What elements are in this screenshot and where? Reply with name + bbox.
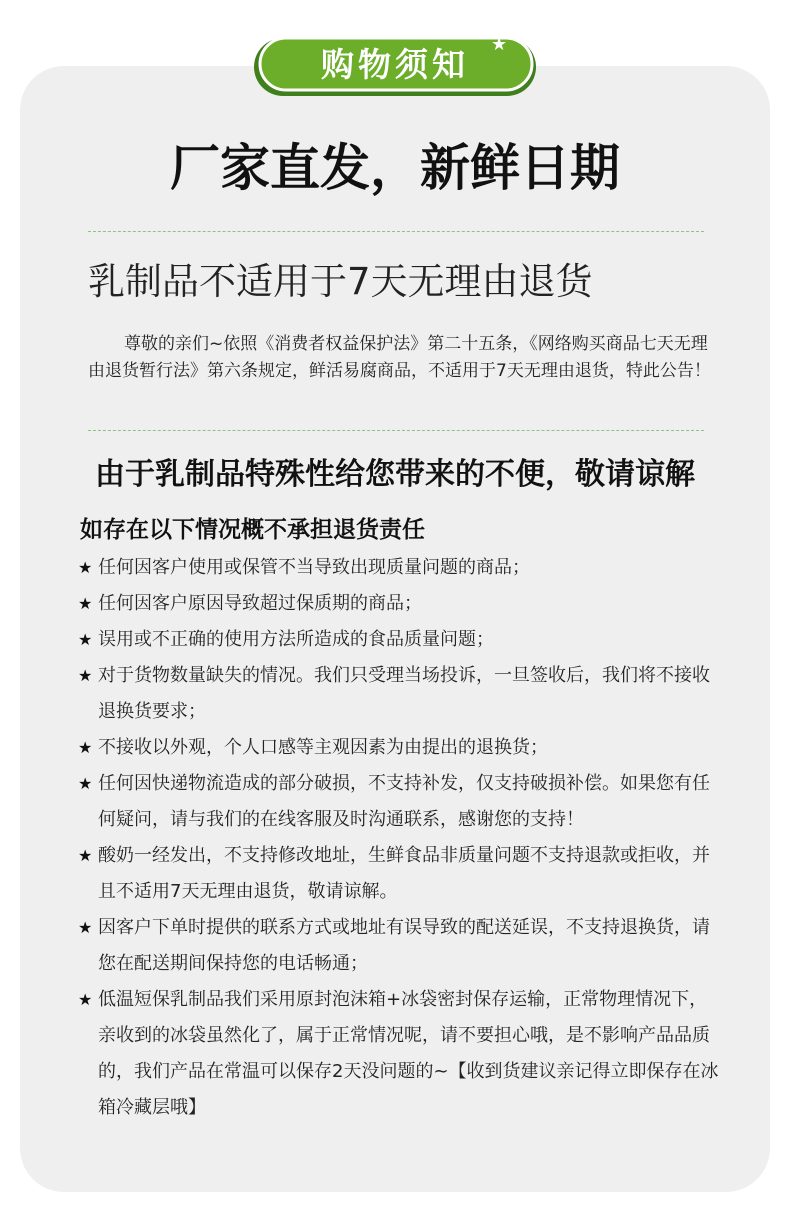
rule-text: 任何因客户使用或保管不当导致出现质量问题的商品； [98, 557, 530, 578]
star-bullet-icon: ★ [78, 990, 93, 1009]
apology-heading: 由于乳制品特殊性给您带来的不便，敬请谅解 [95, 457, 695, 492]
list-item [78, 658, 723, 730]
star-bullet-icon: ★ [78, 774, 93, 793]
divider-bottom [88, 430, 704, 431]
list-item [78, 766, 723, 838]
rule-text: 因客户下单时提供的联系方式或地址有误导致的配送延误，不支持退换货，请您在配送期间保持您的电话畅通； [98, 917, 710, 974]
list-item [78, 550, 723, 586]
list-item [78, 586, 723, 622]
star-bullet-icon: ★ [78, 846, 93, 865]
no-return-heading: 如存在以下情况概不承担退货责任 [80, 517, 425, 543]
notice-paragraph: 尊敬的亲们~依照《消费者权益保护法》第二十五条，《网络购买商品七天无理由退货暂行法》第六条规定，鲜活易腐商品，不适用于7天无理由退货，特此公告！ [88, 334, 711, 381]
badge-label: 购物须知 [321, 45, 469, 84]
subheadline: 乳制品不适用于7天无理由退货 [88, 260, 593, 303]
star-bullet-icon: ★ [78, 738, 93, 757]
page-title: 厂家直发，新鲜日期 [170, 139, 620, 197]
star-bullet-icon: ★ [78, 666, 93, 685]
rule-text: 对于货物数量缺失的情况。我们只受理当场投诉，一旦签收后，我们将不接收退换货要求； [98, 665, 710, 722]
star-bullet-icon: ★ [78, 918, 93, 937]
rule-text: 误用或不正确的使用方法所造成的食品质量问题； [98, 629, 494, 650]
star-icon: ★ [491, 34, 508, 55]
star-bullet-icon: ★ [78, 594, 93, 613]
rule-text: 任何因快递物流造成的部分破损，不支持补发，仅支持破损补偿。如果您有任何疑问，请与我们的在线客服及时沟通联系，感谢您的支持！ [98, 773, 710, 830]
star-bullet-icon: ★ [78, 558, 93, 577]
rule-text: 任何因客户原因导致超过保质期的商品； [98, 593, 422, 614]
divider-top [88, 231, 704, 232]
rules-list [78, 550, 723, 1126]
list-item [78, 982, 723, 1126]
star-bullet-icon: ★ [78, 630, 93, 649]
rule-text: 不接收以外观，个人口感等主观因素为由提出的退换货； [98, 737, 548, 758]
list-item [78, 730, 723, 766]
list-item [78, 838, 723, 910]
rule-text: 低温短保乳制品我们采用原封泡沫箱+冰袋密封保存运输，正常物理情况下，亲收到的冰袋虽然化了，属于正常情况呢，请不要担心哦，是不影响产品品质的，我们产品在常温可以保存2天没问题的~【收到货建议亲记得立即保存在冰箱冷藏层哦】 [98, 989, 719, 1118]
list-item [78, 622, 723, 658]
list-item [78, 910, 723, 982]
rule-text: 酸奶一经发出，不支持修改地址，生鲜食品非质量问题不支持退款或拒收，并且不适用7天无理由退货，敬请谅解。 [98, 845, 710, 902]
